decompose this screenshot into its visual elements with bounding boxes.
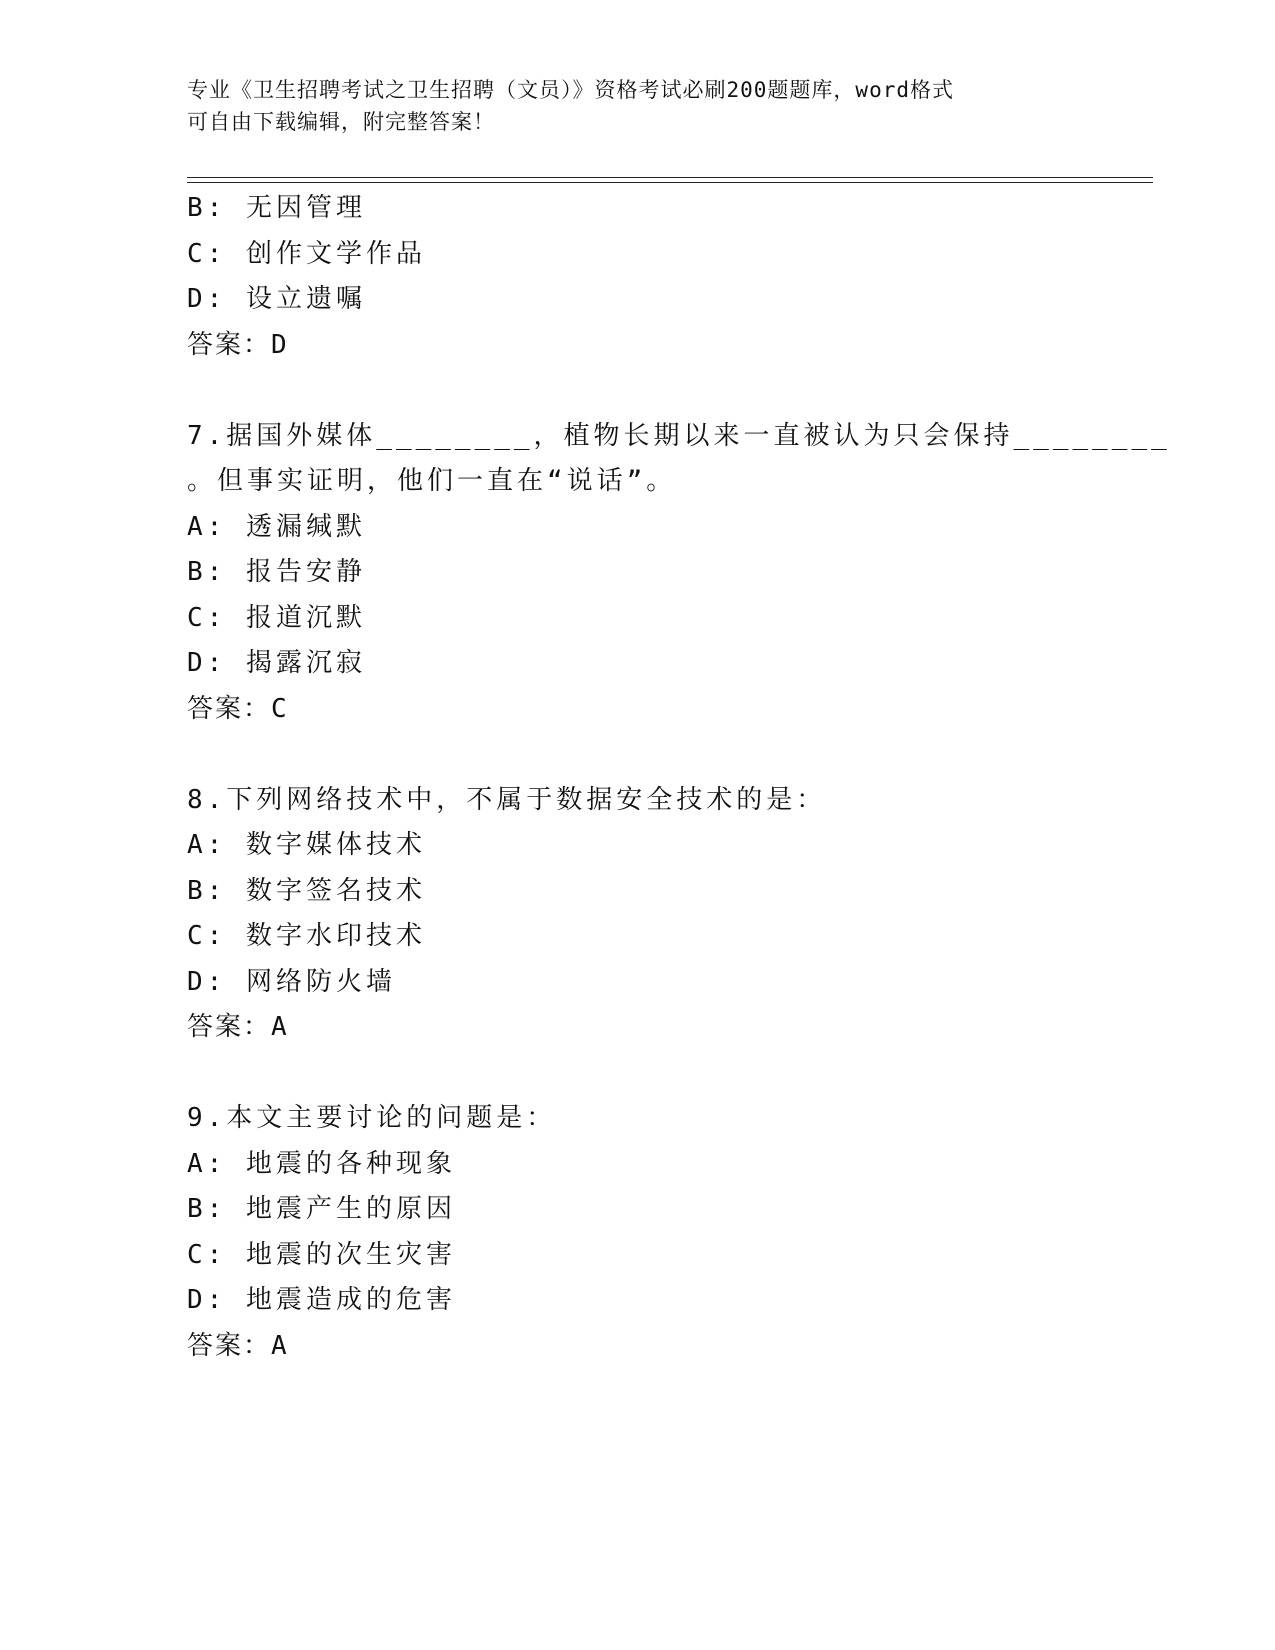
question-stem-continued: 。但事实证明，他们一直在“说话”。 — [187, 466, 677, 496]
question-list — [187, 186, 1171, 1369]
option-a: A: 透漏缄默 — [187, 511, 366, 542]
option-c: C: 创作文学作品 — [187, 238, 426, 269]
header-divider-bottom — [187, 182, 1153, 183]
document-header — [187, 74, 1087, 138]
option-b: B: 地震产生的原因 — [187, 1194, 456, 1224]
question-spacer — [187, 732, 1153, 778]
answer-line: 答案：A — [187, 1012, 289, 1042]
header-title-line-2: 可自由下载编辑，附完整答案！ — [187, 110, 495, 134]
answer-line: 答案：A — [187, 1330, 289, 1361]
question-7 — [187, 414, 1171, 733]
option-b: B: 报告安静 — [187, 557, 366, 587]
question-stem: 7.据国外媒体________，植物长期以来一直被认为只会保持________ — [187, 420, 1171, 451]
option-b: B: 无因管理 — [187, 193, 366, 223]
question-stem: 8.下列网络技术中，不属于数据安全技术的是： — [187, 784, 827, 815]
option-c: C: 报道沉默 — [187, 602, 366, 633]
question-stem: 9.本文主要讨论的问题是： — [187, 1103, 557, 1133]
option-d: D: 揭露沉寂 — [187, 648, 366, 678]
question-spacer — [187, 368, 1153, 414]
option-d: D: 地震造成的危害 — [187, 1285, 456, 1315]
option-d: D: 网络防火墙 — [187, 966, 396, 997]
option-a: A: 数字媒体技术 — [187, 830, 426, 860]
option-c: C: 地震的次生灾害 — [187, 1239, 456, 1270]
header-divider-top — [187, 177, 1153, 178]
answer-line: 答案：C — [187, 693, 289, 724]
option-c: C: 数字水印技术 — [187, 921, 426, 951]
question-9 — [187, 1096, 1153, 1369]
option-a: A: 地震的各种现象 — [187, 1148, 456, 1179]
option-d: D: 设立遗嘱 — [187, 284, 366, 314]
question-spacer — [187, 1051, 1153, 1097]
header-title-line-1: 专业《卫生招聘考试之卫生招聘（文员）》资格考试必刷200题题库，word格式 — [187, 78, 954, 102]
question-8 — [187, 778, 1153, 1051]
answer-line: 答案：D — [187, 329, 289, 360]
question-6-tail — [187, 186, 1153, 368]
option-b: B: 数字签名技术 — [187, 875, 426, 906]
